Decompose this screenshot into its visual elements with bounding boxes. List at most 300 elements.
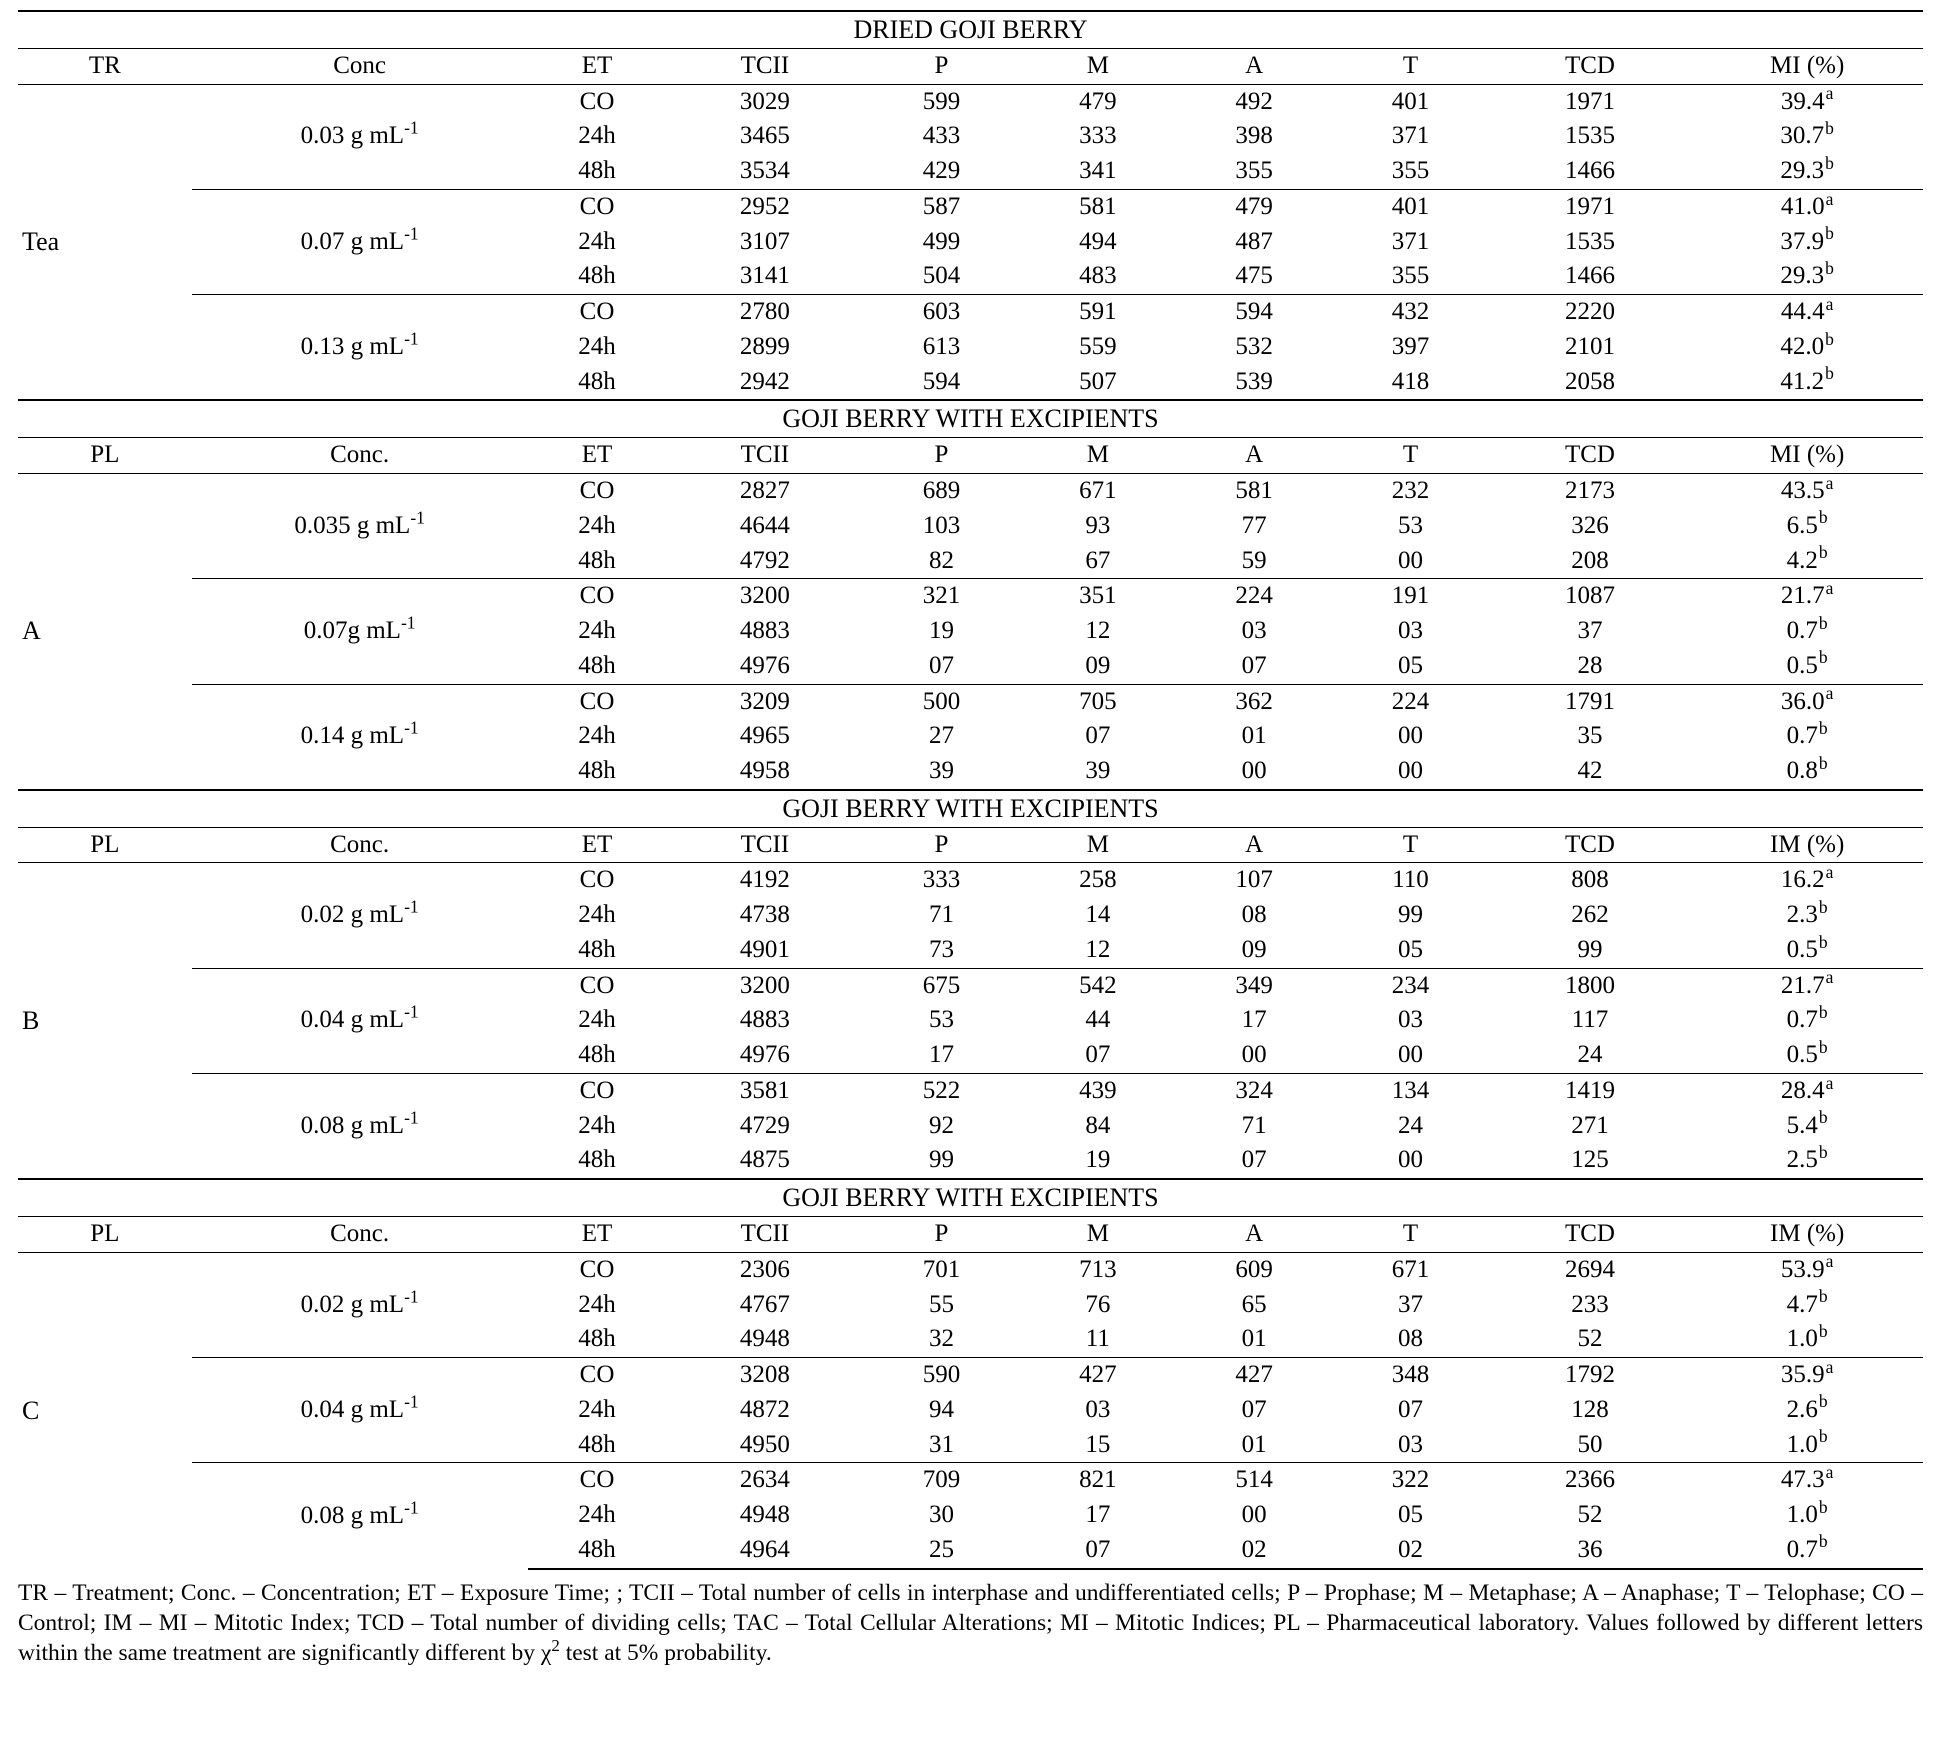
cell-p: 25 bbox=[863, 1533, 1019, 1569]
exposure-time-cell: 24h bbox=[578, 1501, 616, 1529]
cell-tcii: 3581 bbox=[666, 1073, 863, 1108]
cell-p: 94 bbox=[929, 1395, 954, 1423]
cell-tcd: 233 bbox=[1571, 1290, 1609, 1318]
cell-tcii: 3029 bbox=[739, 87, 790, 115]
cell-p: 53 bbox=[929, 1006, 954, 1034]
exposure-time-cell: CO bbox=[528, 1073, 667, 1108]
footnote-text-part1: TR – Treatment; Conc. – Concentration; ET – Exposure Time; ; TCII – Total number of cells in interphase and undifferentiated cells; P – Prophase; M – Metaphase; A – Anaphase; T – Telophase; CO – Control; IM – MI – Mitotic Index; TCD – Total number of dividing cells; TAC – Total Cellular Alterations; MI – Mitotic Indices; PL – Pharmaceutical laboratory. Values followed by different letters within the same treatment are significantly different by χ bbox=[18, 1579, 1923, 1666]
significance-letter: b bbox=[1818, 1320, 1828, 1341]
mitotic-index-value: 21.7 bbox=[1780, 582, 1825, 610]
column-header: P bbox=[863, 48, 1019, 84]
mitotic-index-value: 0.8 bbox=[1786, 757, 1818, 785]
cell-a: 08 bbox=[1241, 901, 1267, 929]
exposure-time-cell: 24h bbox=[578, 617, 616, 645]
column-header: TCD bbox=[1489, 1217, 1692, 1253]
cell-mitotic-index bbox=[1691, 1288, 1923, 1323]
column-header: M bbox=[1020, 48, 1176, 84]
concentration-exponent: -1 bbox=[404, 1002, 419, 1023]
cell-m: 559 bbox=[1079, 332, 1117, 360]
cell-t: 00 bbox=[1397, 1146, 1423, 1174]
significance-letter: b bbox=[1818, 1286, 1828, 1307]
chi-square-exponent: 2 bbox=[551, 1635, 560, 1655]
cell-m: 39 bbox=[1085, 757, 1111, 785]
cell-tcd: 36 bbox=[1489, 1533, 1692, 1569]
cell-mitotic-index bbox=[1691, 1073, 1923, 1108]
column-header: T bbox=[1332, 438, 1488, 474]
cell-p: 39 bbox=[929, 757, 954, 785]
cell-t: 05 bbox=[1397, 935, 1423, 963]
cell-p: 709 bbox=[863, 1463, 1019, 1498]
exposure-time-cell: 24h bbox=[578, 332, 616, 360]
concentration-value: 0.08 g mL bbox=[300, 1501, 405, 1529]
significance-letter: b bbox=[1818, 1002, 1828, 1023]
mitotic-index-value: 16.2 bbox=[1780, 866, 1825, 894]
exposure-time-cell: 48h bbox=[578, 546, 616, 574]
exposure-time-cell: 48h bbox=[578, 935, 616, 963]
exposure-time-cell: CO bbox=[528, 189, 667, 224]
cell-tcd: 1800 bbox=[1489, 968, 1692, 1003]
mitotic-index-value: 36.0 bbox=[1780, 687, 1825, 715]
cell-tcii: 4875 bbox=[739, 1146, 790, 1174]
cell-tcii: 2952 bbox=[666, 189, 863, 224]
cell-tcii: 3141 bbox=[739, 262, 790, 290]
cell-m: 12 bbox=[1085, 935, 1111, 963]
column-header: ET bbox=[528, 48, 667, 84]
cell-a: 03 bbox=[1241, 617, 1267, 645]
cell-t: 24 bbox=[1397, 1111, 1423, 1139]
significance-letter: b bbox=[1825, 328, 1834, 349]
exposure-time-cell: 24h bbox=[578, 1006, 616, 1034]
table-row bbox=[18, 1073, 1923, 1108]
cell-tcii: 3208 bbox=[666, 1358, 863, 1393]
concentration-value: 0.08 g mL bbox=[300, 1111, 405, 1139]
cell-m: 07 bbox=[1020, 1533, 1176, 1569]
section-title: DRIED GOJI BERRY bbox=[18, 11, 1923, 48]
cell-p: 07 bbox=[929, 651, 954, 679]
cell-t: 37 bbox=[1397, 1290, 1423, 1318]
exposure-time-cell: 48h bbox=[578, 1041, 616, 1069]
cell-mitotic-index bbox=[1691, 649, 1923, 684]
cell-tcd: 2220 bbox=[1489, 295, 1692, 330]
cell-tcii: 4976 bbox=[739, 1041, 790, 1069]
column-header: TCD bbox=[1489, 438, 1692, 474]
significance-letter: b bbox=[1818, 1036, 1828, 1057]
cell-m: 15 bbox=[1085, 1430, 1111, 1458]
cell-mitotic-index bbox=[1691, 330, 1923, 365]
cell-tcii: 4729 bbox=[739, 1111, 790, 1139]
cell-t: 348 bbox=[1332, 1358, 1488, 1393]
cell-t: 53 bbox=[1397, 511, 1423, 539]
cell-m: 93 bbox=[1085, 511, 1111, 539]
cell-tcii: 4964 bbox=[666, 1533, 863, 1569]
cell-mitotic-index bbox=[1691, 225, 1923, 260]
cell-p: 82 bbox=[929, 546, 954, 574]
cell-tcd: 2366 bbox=[1489, 1463, 1692, 1498]
cell-tcii: 3209 bbox=[666, 684, 863, 719]
exposure-time-cell: 24h bbox=[578, 722, 616, 750]
significance-letter: b bbox=[1818, 507, 1828, 528]
cell-m: 351 bbox=[1020, 579, 1176, 614]
cell-a: 427 bbox=[1176, 1358, 1332, 1393]
cell-m: 14 bbox=[1085, 901, 1111, 929]
cell-p: 55 bbox=[929, 1290, 954, 1318]
column-header: P bbox=[863, 827, 1019, 863]
exposure-time-cell: CO bbox=[579, 477, 615, 505]
exposure-time-cell: 24h bbox=[578, 511, 616, 539]
cell-tcd: 262 bbox=[1571, 901, 1609, 929]
concentration-value: 0.02 g mL bbox=[300, 901, 405, 929]
cell-tcd: 2101 bbox=[1564, 332, 1615, 360]
cell-p: 30 bbox=[929, 1501, 954, 1529]
cell-m: 44 bbox=[1085, 1006, 1111, 1034]
cell-tcii: 3200 bbox=[666, 579, 863, 614]
cell-tcii: 4792 bbox=[739, 546, 790, 574]
column-header: TCII bbox=[666, 827, 863, 863]
cell-a: 00 bbox=[1241, 1501, 1267, 1529]
cell-tcd: 125 bbox=[1571, 1146, 1609, 1174]
cell-p: 73 bbox=[929, 935, 954, 963]
cell-p: 429 bbox=[922, 157, 961, 185]
column-header: TCD bbox=[1489, 48, 1692, 84]
cell-tcd: 24 bbox=[1577, 1041, 1603, 1069]
column-header: MI (%) bbox=[1691, 438, 1923, 474]
column-header: ET bbox=[528, 1217, 667, 1253]
cell-mitotic-index bbox=[1691, 365, 1923, 401]
cell-tcii: 3107 bbox=[739, 227, 790, 255]
significance-letter: b bbox=[1825, 258, 1834, 279]
cell-a: 355 bbox=[1235, 157, 1273, 185]
cell-mitotic-index bbox=[1691, 684, 1923, 719]
concentration-value: 0.03 g mL bbox=[300, 122, 405, 150]
cell-a: 487 bbox=[1235, 227, 1273, 255]
cell-mitotic-index bbox=[1691, 154, 1923, 189]
cell-p: 594 bbox=[922, 367, 961, 395]
significance-letter: b bbox=[1818, 1107, 1828, 1128]
cell-m: 479 bbox=[1079, 87, 1117, 115]
exposure-time-cell: 48h bbox=[578, 262, 616, 290]
column-header: M bbox=[1020, 438, 1176, 474]
exposure-time-cell: 48h bbox=[578, 1325, 616, 1353]
cell-tcii: 2942 bbox=[739, 367, 790, 395]
column-header: M bbox=[1020, 827, 1176, 863]
cell-p: 103 bbox=[922, 511, 961, 539]
cell-a: 581 bbox=[1235, 477, 1273, 505]
cell-t: 07 bbox=[1397, 1395, 1423, 1423]
cell-a: 492 bbox=[1235, 87, 1273, 115]
cell-tcd: 42 bbox=[1577, 757, 1603, 785]
cell-t: 00 bbox=[1397, 546, 1423, 574]
concentration-cell bbox=[192, 684, 528, 790]
concentration-value: 0.14 g mL bbox=[300, 722, 405, 750]
section-title: GOJI BERRY WITH EXCIPIENTS bbox=[18, 790, 1923, 827]
group-label: B bbox=[22, 1005, 40, 1035]
cell-tcd: 808 bbox=[1571, 866, 1609, 894]
concentration-cell bbox=[192, 863, 528, 968]
cell-tcd: 1971 bbox=[1489, 189, 1692, 224]
cell-p: 17 bbox=[929, 1041, 954, 1069]
cell-t: 134 bbox=[1332, 1073, 1488, 1108]
cell-m: 19 bbox=[1085, 1146, 1111, 1174]
cell-m: 76 bbox=[1085, 1290, 1111, 1318]
exposure-time-cell: 24h bbox=[578, 227, 616, 255]
cell-tcd: 1792 bbox=[1489, 1358, 1692, 1393]
exposure-time-cell: 24h bbox=[578, 1290, 616, 1318]
cell-tcd: 208 bbox=[1571, 546, 1609, 574]
significance-letter: b bbox=[1818, 896, 1828, 917]
cell-tcd: 2173 bbox=[1564, 477, 1615, 505]
cell-t: 355 bbox=[1391, 262, 1430, 290]
significance-letter: b bbox=[1818, 1531, 1828, 1552]
cell-t: 191 bbox=[1332, 579, 1488, 614]
significance-letter: b bbox=[1818, 717, 1828, 738]
cell-tcd: 37 bbox=[1577, 617, 1603, 645]
column-header: A bbox=[1176, 48, 1332, 84]
cell-tcii: 4872 bbox=[739, 1395, 790, 1423]
table-body bbox=[18, 11, 1923, 1569]
cell-p: 92 bbox=[929, 1111, 954, 1139]
mitotic-index-value: 1.0 bbox=[1786, 1325, 1818, 1353]
concentration-exponent: -1 bbox=[404, 717, 419, 738]
exposure-time-cell: CO bbox=[579, 87, 615, 115]
cell-tcd: 2694 bbox=[1564, 1255, 1615, 1283]
cell-mitotic-index bbox=[1691, 1322, 1923, 1357]
cell-t: 224 bbox=[1332, 684, 1488, 719]
concentration-exponent: -1 bbox=[404, 1497, 419, 1518]
cell-tcii: 2634 bbox=[666, 1463, 863, 1498]
cell-tcd: 117 bbox=[1571, 1006, 1609, 1034]
column-header: T bbox=[1332, 827, 1488, 863]
significance-letter: a bbox=[1825, 967, 1834, 988]
section-title: GOJI BERRY WITH EXCIPIENTS bbox=[18, 400, 1923, 437]
cell-p: 31 bbox=[929, 1430, 954, 1458]
cell-mitotic-index bbox=[1691, 754, 1923, 790]
significance-letter: a bbox=[1825, 577, 1834, 598]
cell-t: 401 bbox=[1391, 87, 1430, 115]
cell-t: 401 bbox=[1332, 189, 1488, 224]
significance-letter: b bbox=[1818, 612, 1828, 633]
cell-m: 507 bbox=[1079, 367, 1117, 395]
significance-letter: a bbox=[1825, 472, 1834, 493]
exposure-time-cell: 24h bbox=[578, 122, 616, 150]
section-title: GOJI BERRY WITH EXCIPIENTS bbox=[18, 1179, 1923, 1216]
mitotic-index-value: 44.4 bbox=[1780, 298, 1825, 326]
concentration-exponent: -1 bbox=[404, 118, 419, 139]
cell-m: 705 bbox=[1020, 684, 1176, 719]
table-row bbox=[18, 863, 1923, 898]
cell-mitotic-index bbox=[1691, 1393, 1923, 1428]
column-header: Conc bbox=[192, 48, 528, 84]
table-row bbox=[18, 474, 1923, 509]
column-header: TCII bbox=[666, 1217, 863, 1253]
significance-letter: b bbox=[1825, 223, 1834, 244]
cell-tcii: 4192 bbox=[739, 866, 790, 894]
cell-m: 671 bbox=[1079, 477, 1117, 505]
mitotic-index-value: 0.5 bbox=[1786, 935, 1818, 963]
concentration-cell bbox=[192, 474, 528, 579]
concentration-cell bbox=[192, 84, 528, 189]
cell-mitotic-index bbox=[1691, 119, 1923, 154]
mitotic-index-value: 2.6 bbox=[1786, 1395, 1818, 1423]
cell-mitotic-index bbox=[1691, 509, 1923, 544]
cell-m: 67 bbox=[1085, 546, 1111, 574]
concentration-cell bbox=[192, 1463, 528, 1569]
significance-letter: a bbox=[1825, 293, 1834, 314]
column-header: ET bbox=[528, 438, 667, 474]
cell-tcd: 128 bbox=[1571, 1395, 1609, 1423]
cell-mitotic-index bbox=[1691, 579, 1923, 614]
cell-a: 07 bbox=[1241, 651, 1267, 679]
table-row bbox=[18, 684, 1923, 719]
exposure-time-cell: 48h bbox=[528, 1533, 667, 1569]
cell-m: 494 bbox=[1079, 227, 1117, 255]
exposure-time-cell: 48h bbox=[578, 1146, 616, 1174]
mitotic-index-value: 43.5 bbox=[1780, 477, 1825, 505]
significance-letter: b bbox=[1818, 542, 1828, 563]
cell-a: 07 bbox=[1241, 1146, 1267, 1174]
concentration-value: 0.13 g mL bbox=[300, 332, 405, 360]
cell-tcii: 4948 bbox=[739, 1325, 790, 1353]
cell-tcd: 1791 bbox=[1489, 684, 1692, 719]
cell-a: 107 bbox=[1235, 866, 1273, 894]
table-row bbox=[18, 968, 1923, 1003]
cell-t: 00 bbox=[1397, 1041, 1423, 1069]
column-header: PL bbox=[18, 1217, 192, 1253]
mitotic-index-value: 5.4 bbox=[1786, 1111, 1818, 1139]
column-header: A bbox=[1176, 827, 1332, 863]
cell-p: 504 bbox=[922, 262, 961, 290]
mitotic-index-value: 29.3 bbox=[1780, 262, 1825, 290]
significance-letter: b bbox=[1825, 363, 1834, 384]
cell-mitotic-index bbox=[1691, 84, 1923, 119]
concentration-value: 0.04 g mL bbox=[300, 1006, 405, 1034]
group-label: A bbox=[22, 616, 41, 646]
exposure-time-cell: 48h bbox=[578, 757, 616, 785]
cell-a: 475 bbox=[1235, 262, 1273, 290]
cell-tcii: 4767 bbox=[739, 1290, 790, 1318]
mitotic-index-value: 0.5 bbox=[1786, 651, 1818, 679]
mitotic-index-value: 37.9 bbox=[1780, 227, 1825, 255]
table-footnote bbox=[18, 1570, 1923, 1668]
cell-m: 427 bbox=[1020, 1358, 1176, 1393]
exposure-time-cell: 48h bbox=[578, 1430, 616, 1458]
cell-p: 522 bbox=[863, 1073, 1019, 1108]
mitotic-index-value: 42.0 bbox=[1780, 332, 1825, 360]
significance-letter: b bbox=[1818, 1496, 1828, 1517]
cell-tcii: 4738 bbox=[739, 901, 790, 929]
cell-m: 439 bbox=[1020, 1073, 1176, 1108]
cell-a: 00 bbox=[1241, 757, 1267, 785]
mitotic-index-value: 1.0 bbox=[1786, 1501, 1818, 1529]
cell-t: 397 bbox=[1391, 332, 1430, 360]
cell-t: 02 bbox=[1332, 1533, 1488, 1569]
mitotic-index-value: 29.3 bbox=[1780, 157, 1825, 185]
concentration-cell bbox=[192, 295, 528, 401]
cell-tcii: 4976 bbox=[739, 651, 790, 679]
cell-a: 362 bbox=[1176, 684, 1332, 719]
significance-letter: b bbox=[1818, 647, 1828, 668]
significance-letter: b bbox=[1818, 752, 1828, 773]
cell-m: 483 bbox=[1079, 262, 1117, 290]
mitotic-index-value: 53.9 bbox=[1780, 1255, 1825, 1283]
concentration-cell bbox=[192, 968, 528, 1073]
cell-tcd: 1535 bbox=[1564, 122, 1615, 150]
table-row bbox=[18, 579, 1923, 614]
mitotic-index-value: 30.7 bbox=[1780, 122, 1825, 150]
table-row bbox=[18, 1463, 1923, 1498]
cell-t: 322 bbox=[1332, 1463, 1488, 1498]
cell-p: 32 bbox=[929, 1325, 954, 1353]
significance-letter: b bbox=[1818, 1142, 1828, 1163]
cell-mitotic-index bbox=[1691, 863, 1923, 898]
column-header: TR bbox=[18, 48, 192, 84]
mitotic-index-value: 39.4 bbox=[1780, 87, 1825, 115]
cell-m: 333 bbox=[1079, 122, 1117, 150]
column-header: TCII bbox=[666, 48, 863, 84]
cell-tcd: 1535 bbox=[1564, 227, 1615, 255]
significance-letter: b bbox=[1818, 931, 1828, 952]
significance-letter: a bbox=[1825, 83, 1834, 104]
cell-t: 232 bbox=[1391, 477, 1430, 505]
column-header: Conc. bbox=[192, 438, 528, 474]
cell-tcii: 2780 bbox=[666, 295, 863, 330]
cell-mitotic-index bbox=[1691, 295, 1923, 330]
exposure-time-cell: 48h bbox=[578, 651, 616, 679]
significance-letter: a bbox=[1825, 1461, 1834, 1482]
mitotic-index-value: 0.7 bbox=[1786, 1006, 1818, 1034]
mitotic-index-value: 6.5 bbox=[1786, 511, 1818, 539]
cell-mitotic-index bbox=[1691, 544, 1923, 579]
column-header: A bbox=[1176, 438, 1332, 474]
concentration-exponent: -1 bbox=[404, 328, 419, 349]
cell-tcd: 326 bbox=[1571, 511, 1609, 539]
cell-m: 11 bbox=[1085, 1325, 1110, 1353]
concentration-cell bbox=[192, 579, 528, 684]
cell-tcii: 4948 bbox=[739, 1501, 790, 1529]
table-row bbox=[18, 84, 1923, 119]
cell-a: 77 bbox=[1241, 511, 1267, 539]
cell-t: 03 bbox=[1397, 617, 1423, 645]
concentration-exponent: -1 bbox=[404, 896, 419, 917]
exposure-time-cell: 24h bbox=[578, 1395, 616, 1423]
concentration-value: 0.035 g mL bbox=[294, 511, 411, 539]
cell-a: 17 bbox=[1241, 1006, 1267, 1034]
exposure-time-cell: 24h bbox=[578, 901, 616, 929]
exposure-time-cell: 48h bbox=[578, 157, 616, 185]
mitotic-index-value: 1.0 bbox=[1786, 1430, 1818, 1458]
cell-t: 432 bbox=[1332, 295, 1488, 330]
cell-p: 99 bbox=[929, 1146, 954, 1174]
exposure-time-cell: CO bbox=[579, 866, 615, 894]
cell-t: 03 bbox=[1397, 1006, 1423, 1034]
exposure-time-cell: CO bbox=[528, 579, 667, 614]
cell-mitotic-index bbox=[1691, 1109, 1923, 1144]
cell-a: 514 bbox=[1176, 1463, 1332, 1498]
exposure-time-cell: CO bbox=[528, 1463, 667, 1498]
exposure-time-cell: CO bbox=[528, 295, 667, 330]
cell-tcd: 50 bbox=[1577, 1430, 1603, 1458]
cell-mitotic-index bbox=[1691, 259, 1923, 294]
column-header: Conc. bbox=[192, 827, 528, 863]
cell-t: 03 bbox=[1397, 1430, 1423, 1458]
cell-a: 539 bbox=[1235, 367, 1273, 395]
column-header: T bbox=[1332, 48, 1488, 84]
cell-t: 234 bbox=[1332, 968, 1488, 1003]
cell-a: 65 bbox=[1241, 1290, 1267, 1318]
cell-m: 821 bbox=[1020, 1463, 1176, 1498]
cell-a: 01 bbox=[1241, 722, 1267, 750]
concentration-exponent: -1 bbox=[400, 612, 416, 633]
table-row bbox=[18, 295, 1923, 330]
